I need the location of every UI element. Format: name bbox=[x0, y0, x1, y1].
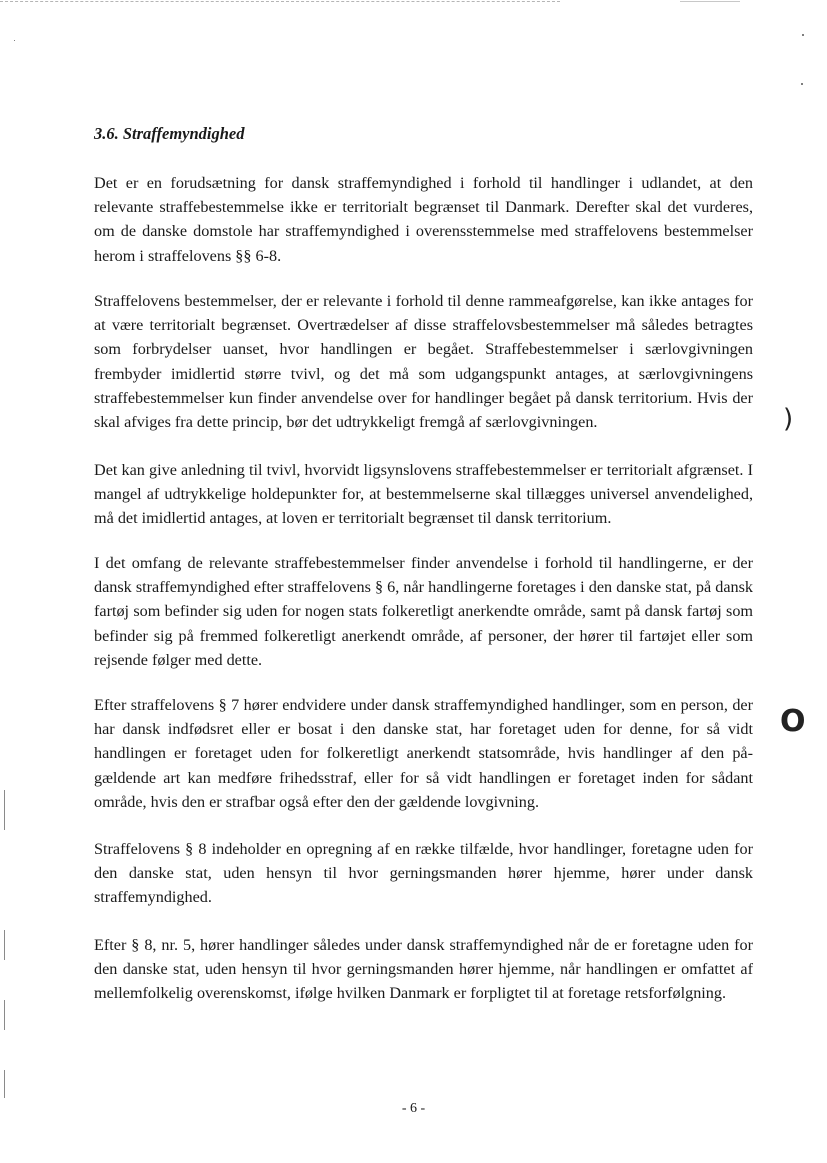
section-heading: 3.6. Straffemyndighed bbox=[94, 124, 245, 143]
punch-hole-mark: O bbox=[780, 704, 806, 739]
scan-speck bbox=[801, 83, 803, 85]
scan-edge-line bbox=[680, 1, 740, 2]
page-number: - 6 - bbox=[401, 1101, 426, 1116]
punch-hole-mark: ) bbox=[783, 404, 794, 434]
paragraph: Det kan give anledning til tvivl, hvorvidt ligsynslovens straffebestemmelser er territorialt afgrænset. I mangel af udtrykkelige holdepunkter for, at bestemmelserne skal tillægges universel anvendelighed, må det imidlertid antages, at loven er territorialt begrænset til dansk territorium. bbox=[94, 461, 753, 528]
paragraph: Efter § 8, nr. 5, hører handlinger således under dansk straffemyndighed når de er foretagne uden for den danske stat, uden hensyn til hvor gerningsmanden hører hjemme, når handlingen er omfattet af mellemfolkelig overenskomst, ifølge hvilken Danmark er forpligtet til at foretage retsforfølgning. bbox=[94, 936, 753, 1003]
scan-margin-mark bbox=[4, 1000, 5, 1030]
paragraph: Straffelovens § 8 indeholder en opregning af en række tilfælde, hvor handlinger, foretagne uden for den danske stat, uden hensyn til hvor gerningsmanden hører hjemme, hører under dansk straffemyndighed. bbox=[94, 840, 753, 907]
paragraph: Efter straffelovens § 7 hører endvidere under dansk straffemyndighed handlinger, som en person, der har dansk indfødsret eller er bosat i den danske stat, har foretaget uden for denne, for så vidt handlingen er foretaget uden for folkeretligt anerkendt statsområde, hvis handlinger af den pågældende art kan medføre frihedsstraf, eller for så vidt handlingen er foretaget inden for sådant område, hvis den er strafbar også efter den der gældende lovgivning. bbox=[94, 696, 753, 811]
scan-speck bbox=[802, 34, 804, 36]
paragraph: I det omfang de relevante straffebestemmelser finder anvendelse i forhold til handlingerne, er der dansk straffemyndighed efter straffelovens § 6, når handlingerne foretages i den danske stat, på dansk fartøj som befinder sig uden for nogen stats folkeretligt anerkendte område, samt på dansk fartøj som befinder sig på fremmed folkeretligt anerkendt område, af personer, der hører til fartøjet eller som rejsende følger med dette. bbox=[94, 554, 753, 669]
scan-margin-mark bbox=[4, 930, 5, 960]
paragraph: Straffelovens bestemmelser, der er relevante i forhold til denne rammeafgørelse, kan ikke antages for at være territorialt begrænset. Overtrædelser af disse straffelovsbestemmelser må således betragtes som forbrydelser uanset, hvor handlingen er begået. Straffebestemmelser i særlovgivningen frembyder imidlertid større tvivl, og det må som udgangspunkt antages, at særlovgivningens straffebestemmelser kun finder anvendelse over for handlinger begået på dansk territorium. Hvis der skal afviges fra dette princip, bør det udtrykkeligt fremgå af særlovgivningen. bbox=[94, 292, 753, 432]
scan-edge-line bbox=[0, 1, 560, 2]
paragraph: Det er en forudsætning for dansk straffemyndighed i forhold til handlinger i udlandet, at den relevante straffebestemmelse ikke er territorialt begrænset til Danmark. Derefter skal det vurderes, om de danske domstole har straffemyndighed i overensstemmelse med straffelovens bestemmelser herom i straffelovens §§ 6-8. bbox=[94, 174, 753, 265]
scan-margin-mark bbox=[4, 1070, 5, 1098]
scan-speck bbox=[14, 40, 15, 41]
scan-margin-mark bbox=[4, 790, 5, 830]
